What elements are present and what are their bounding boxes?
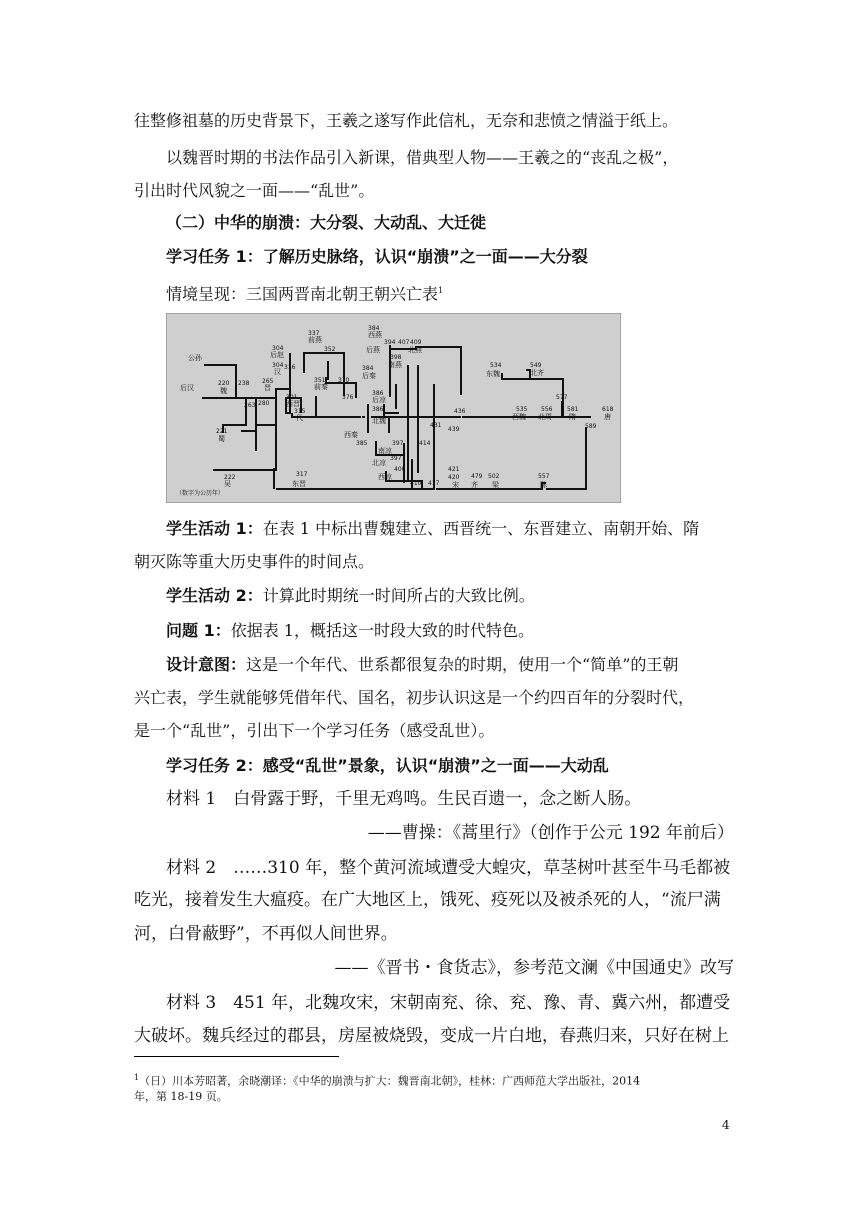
- text-line: 以魏晋时期的书法作品引入新课，借典型人物——王羲之的“丧乱之极”，: [166, 148, 679, 167]
- text-line: 兴亡表，学生就能够凭借年代、国名，初步认识这是一个约四百年的分裂时代，: [134, 688, 695, 707]
- year-label: 421: [448, 466, 460, 473]
- year-label: 556: [541, 406, 553, 413]
- section-heading: （二）中华的崩溃：大分裂、大动乱、大迁徙: [166, 213, 487, 232]
- year-label: 397: [392, 440, 404, 447]
- text-line: 河，白骨蔽野”，不再似人间世界。: [134, 924, 398, 944]
- material-1: 材料 1 白骨露于野，千里无鸡鸣。生民百遗一，念之断人肠。: [166, 789, 642, 809]
- label-nanliang: 南凉: [378, 447, 392, 455]
- label-beiqi: 北齐: [530, 369, 544, 377]
- year-label: 222: [224, 474, 236, 481]
- activity-1-label: 学生活动 1：: [166, 519, 263, 538]
- label-beizhou: 北周: [538, 413, 552, 421]
- year-label: 410: [410, 480, 422, 487]
- label-houqin: 后秦: [362, 372, 376, 380]
- label-beiyan: 北燕: [408, 346, 422, 354]
- label-dai: 代: [296, 414, 303, 422]
- year-label: 304: [272, 345, 284, 352]
- year-label: 535: [516, 406, 528, 413]
- design-intent: [166, 655, 766, 675]
- year-label: 479: [471, 473, 483, 480]
- label-dongwei: 东魏: [486, 370, 500, 378]
- label-qianyan: 前燕: [308, 336, 322, 344]
- scene-caption: [166, 281, 766, 304]
- year-label: 397: [390, 455, 402, 462]
- year-label: 370: [338, 377, 350, 384]
- question-1: [166, 621, 766, 641]
- year-label: 502: [488, 473, 500, 480]
- material-3: 材料 3 451 年，北魏攻宋，宋朝南兖、徐、兖、豫、青、冀六州，都遭受: [166, 993, 731, 1013]
- label-xiwei: 西魏: [512, 413, 526, 421]
- page-number: 4: [722, 1118, 730, 1132]
- material-2-source: ——《晋书・食货志》，参考范文澜《中国通史》改写: [334, 958, 734, 978]
- year-label: 581: [567, 406, 579, 413]
- label-xiqin: 西秦: [344, 431, 358, 439]
- footnote: [134, 1071, 640, 1089]
- year-label: 317: [296, 471, 308, 478]
- label-jin: 晋: [264, 384, 271, 392]
- year-label: 316: [284, 364, 296, 371]
- label-song: 宋: [452, 481, 459, 489]
- year-label: 265: [262, 378, 274, 385]
- year-label: 409: [410, 339, 422, 346]
- year-label: 386: [372, 390, 384, 397]
- label-xiliang: 西凉: [378, 473, 392, 481]
- text-line: 大破坏。魏兵经过的郡县，房屋被烧毁，变成一片白地，春燕归来，只好在树上: [134, 1026, 729, 1046]
- label-houzhao: 后赵: [270, 351, 284, 359]
- year-label: 351: [314, 377, 326, 384]
- text-line: 引出时代风貌之一面——“乱世”。: [134, 181, 375, 200]
- label-beiwei: 北魏: [372, 417, 386, 425]
- question-1-label: 问题 1：: [166, 621, 231, 640]
- label-tang: 唐: [604, 413, 611, 421]
- footnote-rule: [134, 1056, 339, 1057]
- year-label: 414: [419, 440, 431, 447]
- activity-2: [166, 586, 766, 606]
- design-intent-text: 这是一个年代、世系都很复杂的时期，使用一个“简单”的王朝: [246, 655, 679, 674]
- year-label: 301: [286, 394, 298, 401]
- activity-1-text: 在表 1 中标出曹魏建立、西晋统一、东晋建立、南朝开始、隋: [262, 519, 700, 538]
- year-label: 589: [585, 423, 597, 430]
- year-label: 386: [372, 406, 384, 413]
- footnote-text: （日）川本芳昭著，余晓潮译：《中华的崩溃与扩大：魏晋南北朝》，桂林：广西师范大学出版社，2014: [139, 1074, 641, 1088]
- year-label: 549: [530, 362, 542, 369]
- year-label: 398: [390, 354, 402, 361]
- year-label: 394: [384, 339, 396, 346]
- label-houyan: 后燕: [366, 346, 380, 354]
- year-label: 618: [602, 406, 614, 413]
- year-label: 220: [218, 380, 230, 387]
- label-sui: 隋: [569, 413, 576, 421]
- activity-2-label: 学生活动 2：: [166, 586, 263, 605]
- label-xijin: 西晋: [286, 400, 300, 408]
- year-label: 315: [294, 408, 306, 415]
- label-qi: 齐: [471, 481, 478, 489]
- text-line: 往整修祖墓的历史背景下，王羲之遂写作此信札，无奈和悲愤之情溢于纸上。: [134, 111, 679, 130]
- design-intent-label: 设计意图：: [166, 655, 247, 674]
- question-1-text: 依据表 1，概括这一时段大致的时代特色。: [230, 621, 534, 640]
- label-beiliang: 北凉: [372, 459, 386, 467]
- year-label: 534: [490, 362, 502, 369]
- year-label: 221: [216, 428, 228, 435]
- label-gongsun: 公孙: [188, 354, 202, 362]
- label-wu: 吴: [224, 480, 231, 488]
- dynasty-chart: [166, 313, 621, 503]
- year-label: 280: [258, 400, 270, 407]
- year-label: 263: [244, 402, 256, 409]
- label-shu: 蜀: [218, 435, 225, 443]
- year-label: 557: [538, 473, 550, 480]
- year-label: 400: [394, 466, 406, 473]
- year-label: 384: [368, 325, 380, 332]
- year-label: 385: [356, 440, 368, 447]
- chart-note: （数字为公历年）: [176, 490, 225, 497]
- task-heading: 学习任务 1：了解历史脉络，认识“崩溃”之一面——大分裂: [166, 247, 588, 266]
- year-label: 439: [448, 426, 460, 433]
- material-1-source: ——曹操：《蒿里行》（创作于公元 192 年前后）: [367, 823, 734, 843]
- year-label: 337: [308, 330, 320, 337]
- label-xiyan: 西燕: [368, 331, 382, 339]
- year-label: 238: [238, 380, 250, 387]
- year-label: 384: [362, 365, 374, 372]
- label-nanyan: 南燕: [388, 361, 402, 369]
- year-label: 417: [428, 480, 440, 487]
- year-label: 407: [398, 339, 410, 346]
- year-label: 304: [272, 362, 284, 369]
- task-heading: 学习任务 2：感受“乱世”景象，认识“崩溃”之一面——大动乱: [166, 756, 609, 775]
- activity-2-text: 计算此时期统一时间所占的大致比例。: [262, 586, 535, 605]
- label-wei: 魏: [220, 387, 227, 395]
- year-label: 352: [324, 346, 336, 353]
- label-dongjin: 东晋: [292, 480, 306, 488]
- material-2: 材料 2 ……310 年，整个黄河流域遭受大蝗灾，草茎树叶甚至牛马毛都被: [166, 858, 731, 878]
- label-hanzhao: 汉: [274, 368, 281, 376]
- activity-1: [166, 519, 766, 539]
- year-label: 436: [454, 408, 466, 415]
- scene-caption-text: 情境呈现：三国两晋南北朝王朝兴亡表: [166, 284, 439, 304]
- year-label: 577: [556, 394, 568, 401]
- text-line: 朝灭陈等重大历史事件的时间点。: [134, 552, 375, 571]
- label-houliang: 后凉: [372, 396, 386, 404]
- label-qianqin: 前秦: [314, 383, 328, 391]
- label-chen: 陈: [540, 481, 547, 489]
- year-label: 376: [342, 394, 354, 401]
- footnote-ref: 1: [438, 286, 444, 295]
- label-houhan: 后汉: [180, 384, 194, 392]
- year-label: 431: [430, 422, 442, 429]
- text-line: 吃光，接着发生大瘟疫。在广大地区上，饿死、疫死以及被杀死的人，“流尸满: [134, 890, 721, 910]
- text-line: 是一个“乱世”，引出下一个学习任务（感受乱世）。: [134, 721, 495, 740]
- footnote-mark: 1: [134, 1073, 140, 1082]
- label-liang: 梁: [492, 481, 499, 489]
- year-label: 420: [448, 474, 460, 481]
- footnote-text-cont: 年，第 18-19 页。: [134, 1090, 228, 1103]
